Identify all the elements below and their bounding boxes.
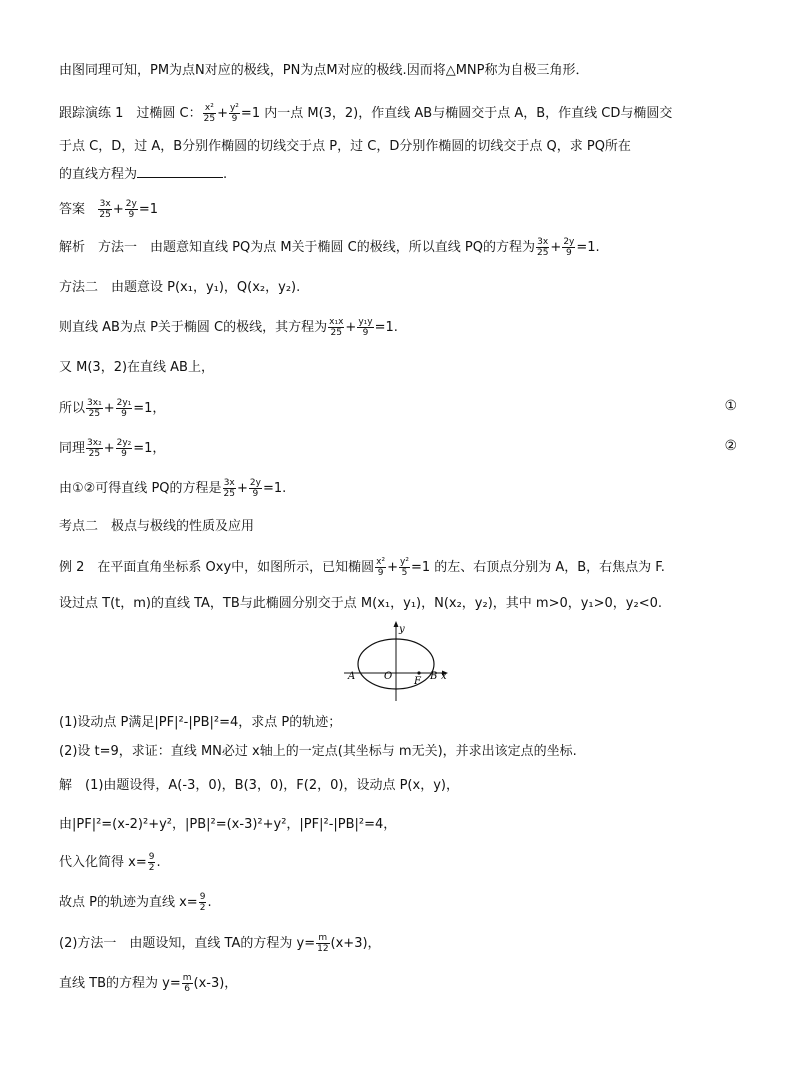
text-line: 由①②可得直线 PQ的方程是 $\frac{3x}{25}$ + $\frac{2y}{9}$ =1. xyxy=(59,478,287,499)
text-line: 故点 P的轨迹为直线 x= $\frac{9}{2}$ . xyxy=(59,892,212,913)
fraction: $\frac{\text{y²}}{5}$ xyxy=(400,557,409,578)
y-axis-arrow xyxy=(394,621,399,627)
text-line: 所以 $\frac{\text{3x₁}}{25}$ + $\frac{\text{2y₁}}{9}$ =1， xyxy=(59,398,166,419)
fraction: $\frac{\text{2y₁}}{9}$ xyxy=(116,398,132,419)
text-line: 直线 TB的方程为 y= $\frac{m}{6}$ (x-3)， xyxy=(59,973,238,994)
fraction: $\frac{\text{x²}}{9}$ xyxy=(376,557,386,578)
text-line: 方法二 由题意设 P(x₁，y₁)，Q(x₂，y₂). xyxy=(59,280,301,295)
label-b: B xyxy=(430,671,438,682)
focus-point xyxy=(417,671,420,674)
fraction: $\frac{\text{x₁x}}{25}$ xyxy=(329,317,344,338)
text-line: 由|PF|²=(x-2)²+y²，|PB|²=(x-3)²+y²，|PF|²-|PB|²=4， xyxy=(59,817,397,832)
fraction: $\frac{\text{2y₂}}{9}$ xyxy=(116,438,132,459)
text-line: 同理 $\frac{\text{3x₂}}{25}$ + $\frac{\text{2y₂}}{9}$ =1， xyxy=(59,438,166,459)
text-line: (2)设 t=9，求证：直线 MN必过 x轴上的一定点(其坐标与 m无关)，并求出该定点的坐标. xyxy=(59,744,577,759)
text-line: 解析 方法一 由题意知直线 PQ为点 M关于椭圆 C的极线，所以直线 PQ的方程为 $\frac{3x}{25}$ + $\frac{2y}{9}$ =1. xyxy=(59,237,600,258)
label-y: y xyxy=(399,624,405,635)
text-line: 又 M(3，2)在直线 AB上， xyxy=(59,360,214,375)
fraction: $\frac{3x}{25}$ xyxy=(536,237,549,258)
fraction: $\frac{9}{2}$ xyxy=(199,892,206,913)
text-line: (2)方法一 由题设知，直线 TA的方程为 y= $\frac{m}{12}$ (x+3)， xyxy=(59,933,381,954)
fraction: $\frac{\text{y₁y}}{9}$ xyxy=(358,317,373,338)
text-line: (1)设动点 P满足|PF|²-|PB|²=4，求点 P的轨迹； xyxy=(59,715,342,730)
text-line: 的直线方程为 . xyxy=(59,167,228,182)
fraction: $\frac{\text{3x₁}}{25}$ xyxy=(87,398,102,419)
label-a: A xyxy=(348,671,356,682)
text-line: 跟踪演练 1 过椭圆 C： $\frac{\text{x²}}{25}$ + $\frac{\text{y²}}{9}$ =1 内一点 M(3，2)，作直线 AB与椭圆交于点 A，B，作直线 CD与椭圆交 xyxy=(59,103,673,124)
label-f: F xyxy=(414,676,421,687)
section-heading: 考点二 极点与极线的性质及应用 xyxy=(59,519,255,534)
text-line: 由图同理可知，PM为点N对应的极线，PN为点M对应的极线.因而将△MNP称为自极三角形． xyxy=(59,63,589,78)
equation-number: ② xyxy=(724,438,737,454)
text-line: 代入化简得 x= $\frac{9}{2}$ . xyxy=(59,852,161,873)
label-o: O xyxy=(384,671,393,682)
fraction: $\frac{2y}{9}$ xyxy=(249,478,261,499)
equation-number: ① xyxy=(724,398,737,414)
fraction: $\frac{2y}{9}$ xyxy=(563,237,575,258)
fraction: $\frac{m}{6}$ xyxy=(182,973,192,994)
fraction: $\frac{\text{3x₂}}{25}$ xyxy=(87,438,102,459)
fraction: $\frac{2y}{9}$ xyxy=(125,199,137,220)
text-line: 例 2 在平面直角坐标系 Oxy中，如图所示，已知椭圆 $\frac{\text{x²}}{9}$ + $\frac{\text{y²}}{5}$ =1 的左、右顶点分别为 A，B，右焦点为 F. xyxy=(59,557,665,578)
fraction: $\frac{3x}{25}$ xyxy=(223,478,235,499)
label-x: x xyxy=(441,671,447,682)
text-line: 设过点 T(t，m)的直线 TA，TB与此椭圆分别交于点 M(x₁，y₁)，N(x₂，y₂)，其中 m>0，y₁>0，y₂<0. xyxy=(59,596,663,611)
fraction: $\frac{\text{y²}}{9}$ xyxy=(229,103,239,124)
answer-blank xyxy=(137,165,223,178)
fraction: $\frac{\text{x²}}{25}$ xyxy=(203,103,216,124)
fraction: $\frac{9}{2}$ xyxy=(148,852,155,873)
text-line: 解 (1)由题设得，A(-3，0)，B(3，0)，F(2，0)，设动点 P(x，y)， xyxy=(59,778,459,793)
text-line: 则直线 AB为点 P关于椭圆 C的极线，其方程为 $\frac{\text{x₁x}}{25}$ + $\frac{\text{y₁y}}{9}$ =1. xyxy=(59,317,398,338)
fraction: $\frac{3x}{25}$ xyxy=(99,199,111,220)
ellipse-figure xyxy=(344,621,448,701)
fraction: $\frac{m}{12}$ xyxy=(317,933,329,954)
text-line: 于点 C，D，过 A，B分别作椭圆的切线交于点 P，过 C，D分别作椭圆的切线交于点 Q，求 PQ所在 xyxy=(59,139,631,154)
answer-line: 答案 $\frac{3x}{25}$ + $\frac{2y}{9}$ =1 xyxy=(59,199,159,220)
